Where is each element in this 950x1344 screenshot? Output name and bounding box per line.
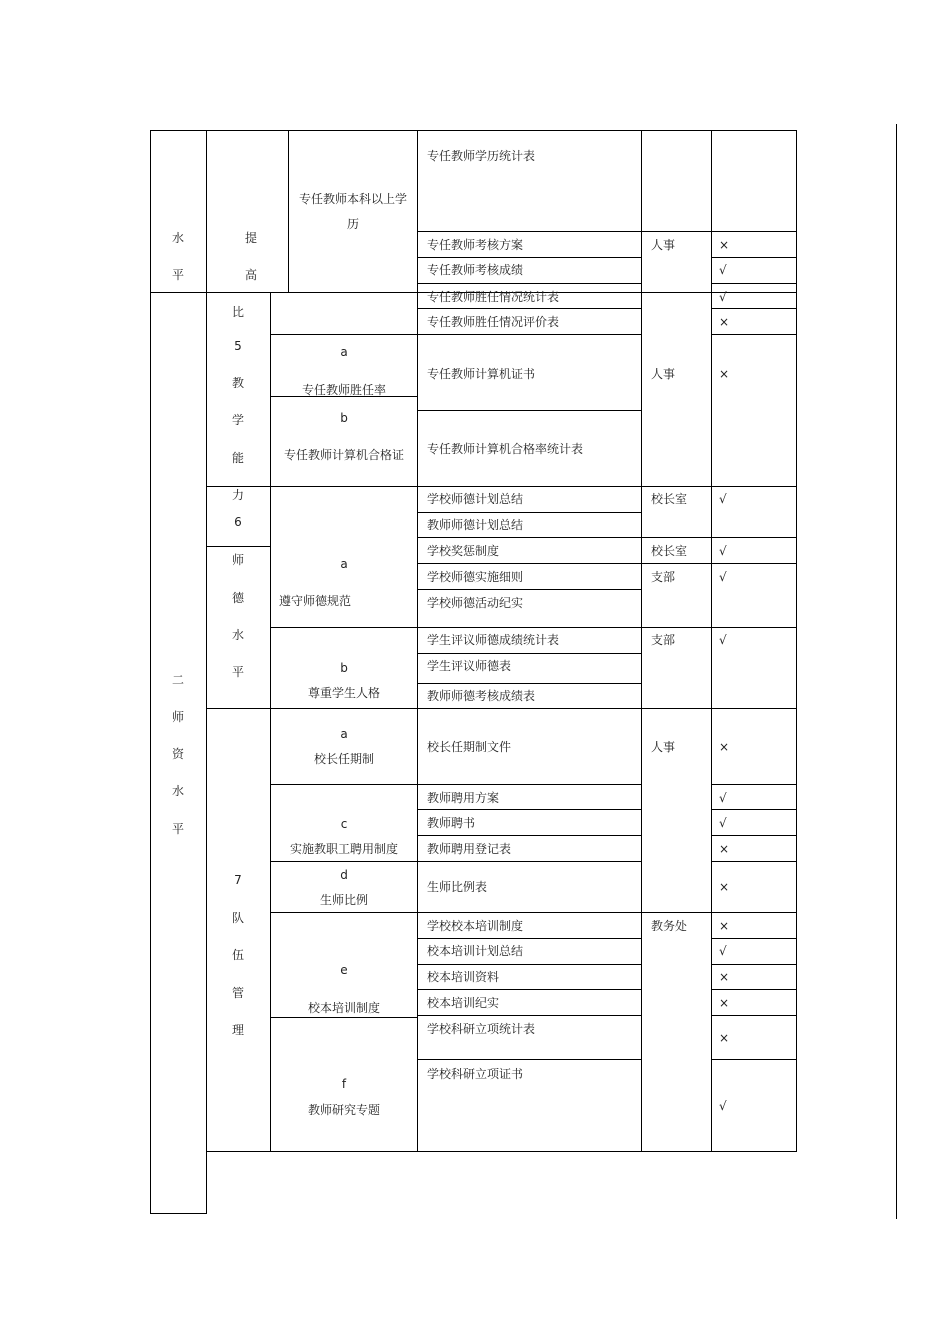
table-border-horizontal — [641, 708, 712, 709]
table-border-horizontal — [711, 708, 797, 709]
document-name: 校本培训资料 — [427, 970, 500, 984]
row-header-text: 提 — [244, 231, 258, 245]
category-text: 德 — [231, 591, 245, 605]
criterion-label: 校本培训制度 — [307, 1001, 381, 1015]
table-border-horizontal — [417, 989, 642, 990]
criterion-letter: a — [340, 345, 348, 359]
table-border-horizontal — [270, 912, 418, 913]
category-text: 教 — [231, 376, 245, 390]
document-name: 学校师德活动纪实 — [427, 596, 524, 610]
document-name: 教师师德考核成绩表 — [427, 689, 536, 703]
department-name: 支部 — [651, 570, 676, 584]
criterion-letter: c — [340, 817, 348, 831]
document-name: 专任教师计算机合格率统计表 — [427, 442, 584, 456]
table-border-horizontal — [417, 334, 642, 335]
status-mark: √ — [719, 944, 727, 958]
table-border-horizontal — [417, 964, 642, 965]
department-name: 人事 — [651, 740, 676, 754]
table-border-horizontal — [711, 231, 797, 232]
status-mark: × — [719, 1031, 730, 1045]
criterion-letter: a — [340, 557, 348, 571]
section-title-char: 资 — [171, 747, 185, 761]
category-text: 力 — [231, 488, 245, 502]
table-border-vertical — [896, 124, 897, 1219]
criterion-label: 遵守师德规范 — [279, 594, 352, 608]
document-name: 学生评议师德成绩统计表 — [427, 633, 560, 647]
document-name: 学生评议师德表 — [427, 659, 512, 673]
status-mark: × — [719, 880, 730, 894]
table-border-horizontal — [417, 683, 642, 684]
table-border-horizontal — [270, 334, 418, 335]
status-mark: × — [719, 367, 730, 381]
table-border-horizontal — [206, 486, 271, 487]
status-mark: × — [719, 740, 730, 754]
table-border-horizontal — [711, 938, 797, 939]
document-name: 学校科研立项统计表 — [427, 1022, 536, 1036]
table-border-horizontal — [711, 809, 797, 810]
table-border-horizontal — [641, 231, 712, 232]
table-border-horizontal — [206, 546, 271, 547]
table-border-horizontal — [711, 989, 797, 990]
table-border-horizontal — [711, 784, 797, 785]
table-border-horizontal — [711, 257, 797, 258]
document-name: 生师比例表 — [427, 880, 488, 894]
category-text: 师 — [231, 553, 245, 567]
table-border-horizontal — [641, 537, 712, 538]
status-mark: √ — [719, 290, 727, 304]
category-text: 能 — [231, 451, 245, 465]
document-name: 学校奖惩制度 — [427, 544, 500, 558]
table-border-horizontal — [417, 410, 642, 411]
table-border-horizontal — [417, 1015, 642, 1016]
criterion-label: 校长任期制 — [313, 752, 375, 766]
table-border-horizontal — [711, 912, 797, 913]
table-border-horizontal — [206, 1151, 797, 1152]
document-name: 教师师德计划总结 — [427, 518, 524, 532]
table-border-horizontal — [270, 861, 418, 862]
document-name: 专任教师学历统计表 — [427, 149, 536, 163]
table-border-horizontal — [270, 627, 418, 628]
category-text: 6 — [234, 515, 242, 529]
table-border-horizontal — [417, 784, 642, 785]
status-mark: √ — [719, 544, 727, 558]
table-border-horizontal — [711, 964, 797, 965]
table-border-horizontal — [270, 708, 418, 709]
criterion-label: 专任教师胜任率 — [301, 383, 387, 397]
table-border-horizontal — [711, 627, 797, 628]
criterion-label: 教师研究专题 — [307, 1103, 381, 1117]
department-name: 人事 — [651, 238, 676, 252]
table-border-horizontal — [417, 708, 642, 709]
table-border-horizontal — [417, 512, 642, 513]
table-border-horizontal — [417, 589, 642, 590]
row-header-text: 水 — [171, 231, 185, 245]
criterion-letter: d — [340, 868, 348, 882]
document-name: 学校师德实施细则 — [427, 570, 524, 584]
table-border-horizontal — [270, 486, 418, 487]
table-border-horizontal — [711, 283, 797, 284]
department-name: 人事 — [651, 367, 676, 381]
department-name: 校长室 — [651, 544, 688, 558]
table-border-horizontal — [417, 283, 642, 284]
document-name: 专任教师胜任情况统计表 — [427, 290, 560, 304]
status-mark: √ — [719, 1099, 727, 1113]
table-border-horizontal — [150, 1213, 207, 1214]
department-name: 支部 — [651, 633, 676, 647]
status-mark: × — [719, 996, 730, 1010]
criterion-label: 实施教职工聘用制度 — [289, 842, 399, 856]
table-border-horizontal — [711, 861, 797, 862]
department-name: 教务处 — [651, 919, 688, 933]
criterion-label: 历 — [346, 217, 360, 231]
category-text: 平 — [231, 665, 245, 679]
document-name: 教师聘用方案 — [427, 791, 500, 805]
document-name: 学校校本培训制度 — [427, 919, 524, 933]
category-text: 理 — [231, 1023, 245, 1037]
document-name: 教师聘用登记表 — [427, 842, 512, 856]
table-border-horizontal — [711, 1059, 797, 1060]
document-name: 学校师德计划总结 — [427, 492, 524, 506]
criterion-letter: f — [341, 1077, 347, 1091]
document-name: 专任教师胜任情况评价表 — [427, 315, 560, 329]
status-mark: × — [719, 315, 730, 329]
table-border-horizontal — [641, 912, 712, 913]
table-border-horizontal — [417, 809, 642, 810]
table-border-horizontal — [417, 653, 642, 654]
table-border-horizontal — [270, 784, 418, 785]
status-mark: × — [719, 970, 730, 984]
status-mark: × — [719, 919, 730, 933]
criterion-letter: a — [340, 727, 348, 741]
category-text: 队 — [231, 911, 245, 925]
table-border-horizontal — [641, 486, 712, 487]
table-border-horizontal — [641, 627, 712, 628]
status-mark: √ — [719, 816, 727, 830]
category-text: 比 — [231, 305, 245, 319]
row-header-text: 高 — [244, 268, 258, 282]
table-border-horizontal — [417, 563, 642, 564]
category-text: 水 — [231, 628, 245, 642]
table-border-horizontal — [417, 486, 642, 487]
document-name: 校本培训计划总结 — [427, 944, 524, 958]
category-text: 管 — [231, 986, 245, 1000]
status-mark: × — [719, 238, 730, 252]
status-mark: √ — [719, 570, 727, 584]
table-border-horizontal — [417, 257, 642, 258]
criterion-label: 专任教师本科以上学 — [298, 192, 408, 206]
document-name: 专任教师考核方案 — [427, 238, 524, 252]
document-name: 专任教师计算机证书 — [427, 367, 536, 381]
category-text: 5 — [234, 339, 242, 353]
department-name: 校长室 — [651, 492, 688, 506]
criterion-label: 专任教师计算机合格证 — [283, 448, 405, 462]
row-header-text: 平 — [171, 268, 185, 282]
section-title-char: 二 — [171, 673, 185, 687]
table-border-horizontal — [711, 334, 797, 335]
table-border-horizontal — [711, 537, 797, 538]
table-border-vertical — [270, 292, 271, 1152]
document-name: 学校科研立项证书 — [427, 1067, 524, 1081]
category-text: 7 — [234, 873, 242, 887]
table-border-horizontal — [417, 627, 642, 628]
criterion-label: 尊重学生人格 — [307, 686, 381, 700]
table-border-horizontal — [150, 130, 797, 131]
status-mark: × — [719, 842, 730, 856]
document-name: 专任教师考核成绩 — [427, 263, 524, 277]
criterion-letter: b — [340, 411, 348, 425]
criterion-label: 生师比例 — [319, 893, 369, 907]
document-name: 校本培训纪实 — [427, 996, 500, 1010]
table-border-horizontal — [417, 861, 642, 862]
table-border-horizontal — [711, 563, 797, 564]
document-name: 校长任期制文件 — [427, 740, 512, 754]
table-border-horizontal — [417, 938, 642, 939]
table-border-horizontal — [641, 563, 712, 564]
table-border-horizontal — [711, 1015, 797, 1016]
section-title-char: 师 — [171, 710, 185, 724]
table-border-horizontal — [417, 308, 642, 309]
section-title-char: 水 — [171, 784, 185, 798]
table-border-horizontal — [711, 835, 797, 836]
criterion-letter: e — [340, 963, 348, 977]
table-border-vertical — [288, 130, 289, 293]
section-title-char: 平 — [171, 822, 185, 836]
table-border-horizontal — [417, 835, 642, 836]
status-mark: √ — [719, 492, 727, 506]
category-text: 学 — [231, 413, 245, 427]
table-border-horizontal — [417, 1059, 642, 1060]
status-mark: √ — [719, 633, 727, 647]
table-border-horizontal — [711, 486, 797, 487]
document-name: 教师聘书 — [427, 816, 476, 830]
status-mark: √ — [719, 263, 727, 277]
table-border-horizontal — [417, 912, 642, 913]
table-border-horizontal — [206, 708, 271, 709]
status-mark: √ — [719, 791, 727, 805]
category-text: 伍 — [231, 948, 245, 962]
table-border-horizontal — [417, 231, 642, 232]
table-border-horizontal — [270, 1017, 418, 1018]
criterion-letter: b — [340, 661, 348, 675]
table-border-horizontal — [711, 308, 797, 309]
table-border-horizontal — [417, 537, 642, 538]
